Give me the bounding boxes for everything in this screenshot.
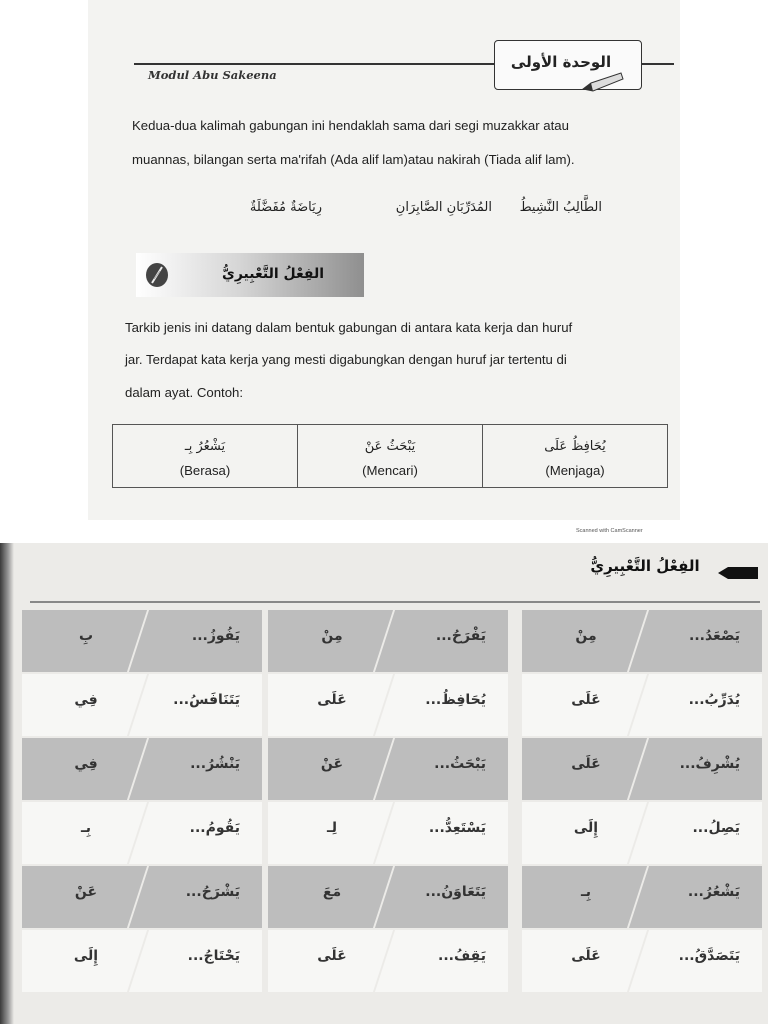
table-cell-berasa	[113, 425, 298, 488]
cell-divider	[627, 674, 649, 736]
list-item	[522, 610, 762, 672]
preposition-text: عَلَى	[571, 692, 601, 708]
section-banner	[136, 253, 364, 297]
cell-divider	[127, 930, 149, 992]
verb-text: يُشْرِفُ...	[679, 756, 740, 772]
list-item	[268, 610, 508, 672]
paragraph-2-line-3: dalam ayat. Contoh:	[125, 385, 244, 400]
table-cell-mencari	[298, 425, 483, 488]
list-item	[522, 674, 762, 736]
section-title: الفِعْلُ التَّعْبِيرِيُّ	[222, 266, 325, 282]
list-item	[268, 930, 508, 992]
preposition-text: عَنْ	[320, 756, 344, 772]
verb-text: يَحْتَاجُ...	[187, 948, 240, 964]
verb-text: يُحَافِظُ...	[425, 692, 486, 708]
examples-table	[112, 424, 668, 488]
bottom-page	[0, 543, 768, 1024]
example-phrase-1: الطَّالِبُ النَّشِيطُ	[519, 200, 602, 215]
preposition-text: إِلَى	[73, 948, 99, 964]
bottom-page-title: الفِعْلُ التَّعْبِيرِيُّ	[590, 557, 700, 575]
list-item	[22, 610, 262, 672]
cell-divider	[127, 674, 149, 736]
list-item	[522, 866, 762, 928]
preposition-text: بِـ	[580, 884, 592, 900]
cell-divider	[127, 610, 149, 672]
list-item	[268, 866, 508, 928]
verb-text: يَسْتَعِدُّ...	[428, 820, 486, 836]
cell-divider	[127, 738, 149, 800]
list-item	[268, 802, 508, 864]
cell-divider	[373, 610, 395, 672]
page-edge-shadow	[0, 543, 14, 1024]
verb-text: يَفْرَحُ...	[435, 628, 486, 644]
unit-title: الوحدة الأولى	[510, 53, 612, 71]
verb-text: يَتَصَدَّقُ...	[678, 948, 740, 964]
preposition-text: بِ	[78, 628, 94, 644]
paragraph-2-line-1: Tarkib jenis ini datang dalam bentuk gabungan di antara kata kerja dan huruf	[125, 320, 573, 335]
cell-divider	[127, 866, 149, 928]
cell-arabic: يَبْحَثُ عَنْ	[364, 438, 416, 454]
list-item	[22, 866, 262, 928]
verb-text: يَقِفُ...	[438, 948, 486, 964]
cell-divider	[373, 866, 395, 928]
list-item	[22, 674, 262, 736]
verb-column-right	[522, 610, 762, 1024]
feather-pen-icon	[144, 261, 170, 289]
verb-text: يَشْرَحُ...	[185, 884, 240, 900]
verb-text: يَنْشُرُ...	[190, 756, 240, 772]
verb-text: يَتَعَاوَنُ...	[425, 884, 486, 900]
paragraph-1-line-2: muannas, bilangan serta ma'rifah (Ada alif lam)atau nakirah (Tiada alif lam).	[132, 152, 575, 167]
module-name: Modul Abu Sakeena	[148, 68, 277, 82]
verb-text: يَشْعُرُ...	[687, 884, 740, 900]
cell-divider	[127, 802, 149, 864]
title-rule	[30, 601, 760, 603]
preposition-text: فِي	[74, 756, 98, 772]
preposition-text: عَلَى	[317, 948, 347, 964]
verb-text: يَصِلُ...	[692, 820, 740, 836]
preposition-text: عَلَى	[571, 756, 601, 772]
verb-column-middle	[268, 610, 508, 1024]
table-cell-menjaga	[483, 425, 668, 488]
cell-divider	[373, 802, 395, 864]
title-marker-icon	[718, 567, 758, 579]
cell-divider	[627, 930, 649, 992]
preposition-text: مَعَ	[322, 884, 342, 900]
preposition-text: فِي	[74, 692, 98, 708]
example-phrase-3: رِيَاضَةٌ مُفَضَّلَةٌ	[249, 200, 322, 215]
list-item	[22, 738, 262, 800]
cell-divider	[627, 610, 649, 672]
cell-malay: (Berasa)	[179, 462, 231, 478]
cell-malay: (Mencari)	[362, 462, 418, 478]
verb-text: يُدَرِّبُ...	[688, 692, 740, 708]
preposition-text: عَلَى	[571, 948, 601, 964]
scanner-watermark: Scanned with CamScanner	[576, 528, 643, 534]
list-item	[522, 802, 762, 864]
table-row	[113, 425, 668, 488]
pencil-icon	[581, 71, 625, 93]
verb-text: يَفُوزُ...	[191, 628, 240, 644]
paragraph-2-line-2: jar. Terdapat kata kerja yang mesti digabungkan dengan huruf jar tertentu di	[125, 352, 567, 367]
unit-title-box	[494, 40, 642, 90]
verb-text: يَقُومُ...	[189, 820, 240, 836]
cell-divider	[627, 738, 649, 800]
preposition-text: إِلَى	[573, 820, 599, 836]
preposition-text: عَنْ	[74, 884, 98, 900]
cell-malay: (Menjaga)	[545, 462, 605, 478]
top-page	[88, 0, 680, 520]
cell-arabic: يَشْعُرُ بِـ	[184, 438, 226, 454]
verb-text: يَصْعَدُ...	[689, 628, 740, 644]
paragraph-1-line-1: Kedua-dua kalimah gabungan ini hendaklah sama dari segi muzakkar atau	[132, 118, 569, 133]
example-phrase-2: المُدَرِّبَانِ الصَّابِرَانِ	[395, 200, 492, 215]
list-item	[522, 738, 762, 800]
cell-divider	[627, 866, 649, 928]
verb-text: يَتَنَافَسُ...	[173, 692, 240, 708]
list-item	[22, 802, 262, 864]
list-item	[268, 674, 508, 736]
cell-divider	[373, 674, 395, 736]
preposition-text: بِـ	[80, 820, 92, 836]
cell-divider	[373, 738, 395, 800]
list-item	[268, 738, 508, 800]
preposition-text: مِنْ	[321, 628, 343, 644]
preposition-text: مِنْ	[575, 628, 597, 644]
verb-column-left	[22, 610, 262, 1024]
cell-divider	[373, 930, 395, 992]
cell-arabic: يُحَافِظُ عَلَى	[544, 438, 606, 454]
list-item	[522, 930, 762, 992]
preposition-text: لِـ	[326, 820, 338, 836]
list-item	[22, 930, 262, 992]
preposition-text: عَلَى	[317, 692, 347, 708]
verb-text: يَبْحَثُ...	[434, 756, 486, 772]
cell-divider	[627, 802, 649, 864]
